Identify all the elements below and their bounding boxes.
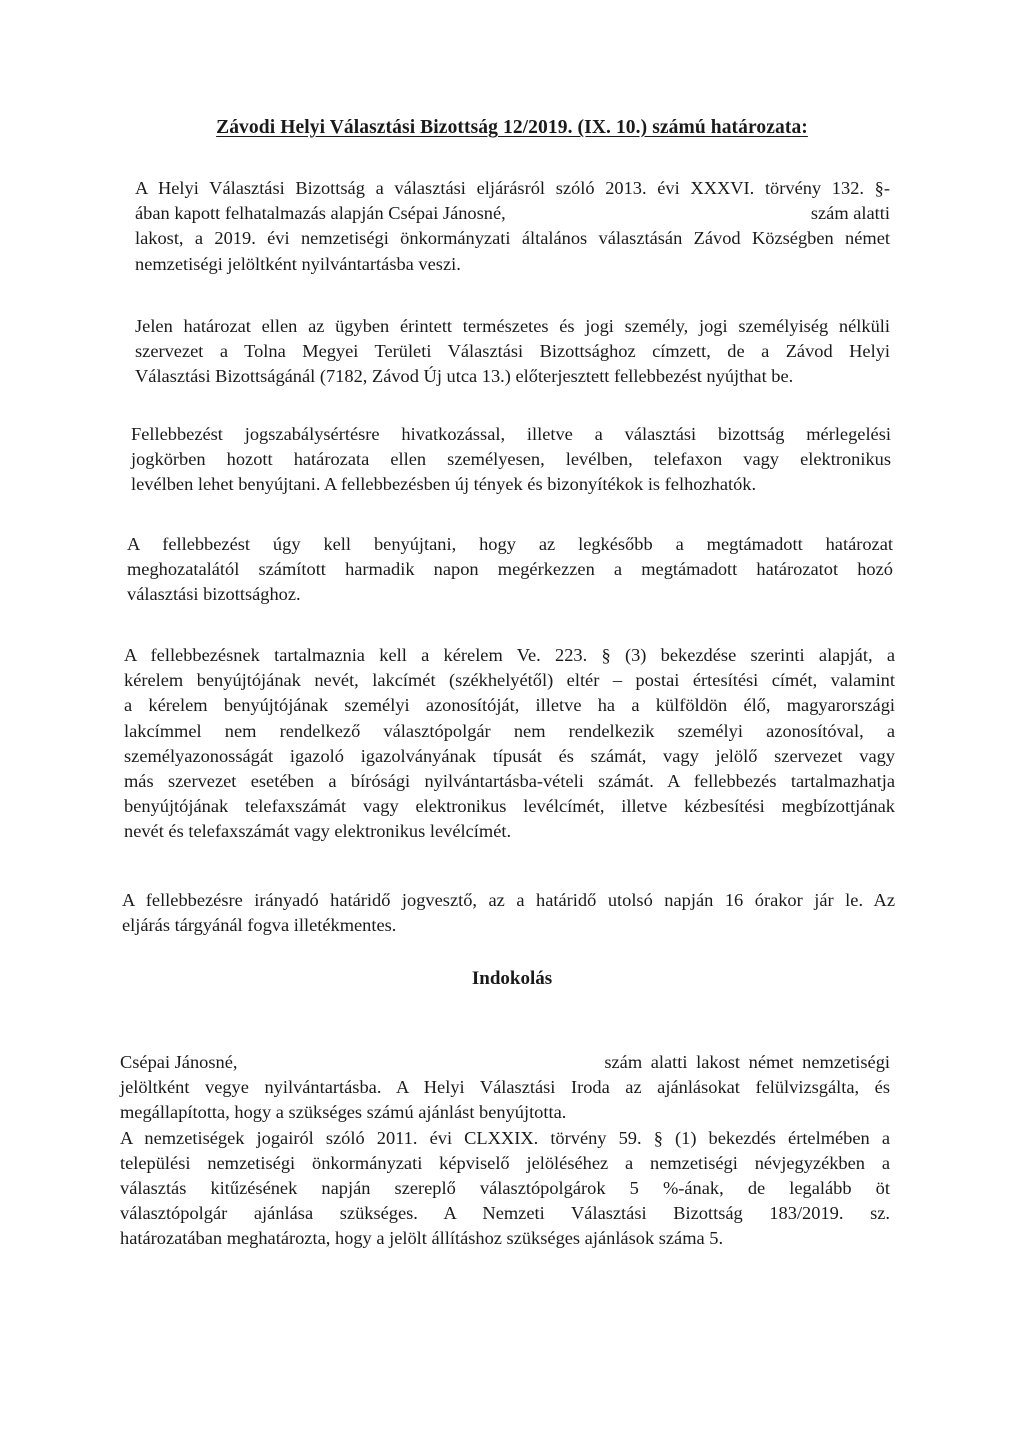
- appeal-methods-paragraph: [131, 422, 891, 498]
- text-line: lakost, a 2019. évi nemzetiségi önkormányzati általános választásán Závod Községben német: [135, 228, 890, 249]
- text-line: települési nemzetiségi önkormányzati képviselő jelöléséhez a nemzetiségi névjegyzékben a: [120, 1152, 890, 1173]
- document-title: Závodi Helyi Választási Bizottság 12/2019. (IX. 10.) számú határozata:: [216, 117, 808, 138]
- text-line: lakcímmel nem rendelkező választópolgár nem rendelkezik személyi azonosítóval, a: [124, 720, 895, 741]
- text-line: jogkörben hozott határozata ellen személyesen, levélben, telefaxon vagy elektronikus: [131, 449, 891, 470]
- text-line: meghozatalától számított harmadik napon megérkezzen a megtámadott határozatot hozó: [127, 559, 893, 580]
- text-line: személyazonosságát igazoló igazolványának típusát és számát, vagy jelölő szervezet vagy: [124, 745, 895, 766]
- text-line: A fellebbezésre irányadó határidő jogvesztő, az a határidő utolsó napján 16 órakor jár le. Az: [122, 890, 895, 910]
- text-line: [135, 201, 890, 226]
- text-segment: Csépai Jánosné,: [120, 1052, 238, 1072]
- text-line: Választási Bizottságánál (7182, Závod Új utca 13.) előterjesztett fellebbezést nyújthat be.: [135, 366, 794, 387]
- appeal-right-paragraph: [135, 314, 890, 390]
- text-line: A fellebbezést úgy kell benyújtani, hogy az legkésőbb a megtámadott határozat: [127, 534, 893, 554]
- text-segment: ában kapott felhatalmazás alapján Csépai Jánosné,: [135, 203, 506, 224]
- text-line: választópolgár ajánlása szükséges. A Nemzeti Választási Bizottság 183/2019. sz.: [120, 1203, 890, 1224]
- text-line: benyújtójának telefaxszámát vagy elektronikus levélcímét, illetve kézbesítési megbízottjának: [124, 796, 895, 817]
- appeal-contents-paragraph: [124, 643, 895, 845]
- reasoning-paragraph: [120, 1050, 890, 1252]
- text-line: megállapította, hogy a szükséges számú ajánlást benyújtotta.: [120, 1102, 567, 1123]
- reasoning-heading: Indokolás: [471, 968, 553, 989]
- text-line: eljárás tárgyánál fogva illetékmentes.: [122, 915, 397, 936]
- text-line: A fellebbezésnek tartalmaznia kell a kérelem Ve. 223. § (3) bekezdése szerinti alapját, a: [124, 645, 895, 665]
- text-segment: szám alatti: [810, 203, 890, 224]
- text-line: határozatában meghatározta, hogy a jelölt állításhoz szükséges ajánlások száma 5.: [120, 1228, 724, 1249]
- text-line: A nemzetiségek jogairól szóló 2011. évi CLXXIX. törvény 59. § (1) bekezdés értelmében a: [120, 1127, 890, 1148]
- text-line: kérelem benyújtójának nevét, lakcímét (székhelyétől) eltér – postai értesítési címét, valamint: [124, 670, 895, 691]
- text-line: nemzetiségi jelöltként nyilvántartásba veszi.: [135, 253, 461, 274]
- text-line: más szervezet esetében a bírósági nyilvántartásba-vételi számát. A fellebbezés tartalmazhatja: [124, 771, 895, 792]
- text-line: szervezet a Tolna Megyei Területi Választási Bizottsághoz címzett, de a Závod Helyi: [135, 341, 890, 362]
- text-line: választás kitűzésének napján szereplő választópolgárok 5 %-ának, de legalább öt: [120, 1178, 890, 1199]
- text-line: A Helyi Választási Bizottság a választási eljárásról szóló 2013. évi XXXVI. törvény 132. §-: [135, 178, 890, 198]
- text-line: jelöltként vegye nyilvántartásba. A Helyi Választási Iroda az ajánlásokat felülvizsgálta, és: [120, 1077, 890, 1098]
- text-line: a kérelem benyújtójának személyi azonosítóját, illetve ha a külföldön élő, magyarországi: [124, 695, 895, 716]
- text-line: választási bizottsághoz.: [127, 584, 301, 605]
- text-line: nevét és telefaxszámát vagy elektronikus levélcímét.: [124, 821, 512, 842]
- appeal-deadline-paragraph: [127, 532, 893, 608]
- text-line: Jelen határozat ellen az ügyben érintett természetes és jogi személy, jogi személyiség nélküli: [135, 316, 890, 336]
- text-segment: szám alatti lakost német nemzetiségi: [604, 1052, 890, 1072]
- decision-paragraph: [135, 176, 890, 277]
- appeal-expiry-paragraph: [122, 888, 895, 938]
- text-line: [120, 1050, 890, 1075]
- text-line: Fellebbezést jogszabálysértésre hivatkozással, illetve a választási bizottság mérlegelési: [131, 424, 891, 444]
- text-line: levélben lehet benyújtani. A fellebbezésben új tények és bizonyítékok is felhozhatók.: [131, 474, 757, 495]
